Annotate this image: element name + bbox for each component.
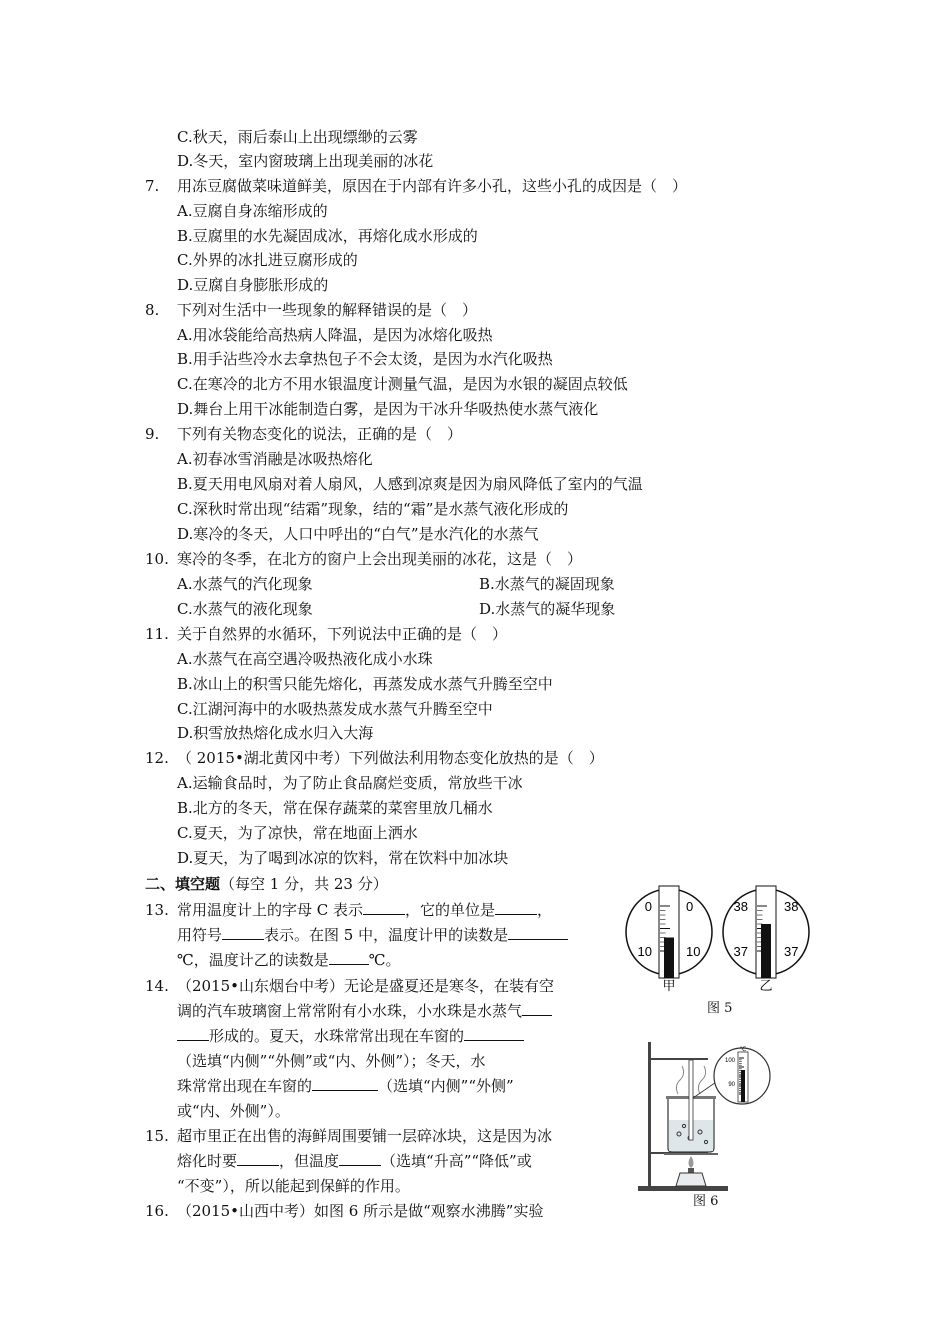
section-2-heading [145,874,388,894]
question-9-stem: 下列有关物态变化的说法，正确的是（ ） [177,425,463,443]
question-11-option-b: B.冰山上的积雪只能先熔化，再蒸发成水蒸气升腾至空中 [177,675,553,693]
question-14-line-4: （选填“内侧”“外侧”或“内、外侧”）；冬天，水 [177,1052,486,1070]
alcohol-lamp [676,1156,706,1186]
question-9-option-a: A.初春冰雪消融是冰吸热熔化 [177,450,373,468]
q15-blank-2[interactable] [339,1151,381,1166]
question-15-line-1: 超市里正在出售的海鲜周围要铺一层碎冰块，这是因为冰 [177,1127,553,1145]
question-7-number: 7. [145,177,160,195]
jia-mercury-column [664,938,674,979]
thermometer-yi [723,886,809,993]
question-8-option-c: C.在寒冷的北方不用水银温度计测量气温，是因为水银的凝固点较低 [177,375,628,393]
jia-top-label-left: 0 [644,899,652,914]
q13-text-2b: 表示。在图 5 中，温度计甲的读数是 [264,926,509,944]
question-10-option-c: C.水蒸气的液化现象 [177,600,313,618]
question-12-option-a: A.运输食品时，为了防止食品腐烂变质，常放些干冰 [177,774,523,792]
question-7-stem: 用冻豆腐做菜味道鲜美，原因在于内部有许多小孔，这些小孔的成因是（ ） [177,177,688,195]
question-11-option-d: D.积雪放热熔化成水归入大海 [177,724,374,742]
question-8-option-b: B.用手沾些冷水去拿热包子不会太烫，是因为水汽化吸热 [177,350,553,368]
section-2-note: （每空 1 分，共 23 分） [220,875,388,893]
q13-text-1b: ，它的单位是 [405,901,496,919]
question-9-number: 9. [145,425,160,443]
question-7-option-d: D.豆腐自身膨胀形成的 [177,276,329,294]
q15-text-2a: 熔化时要 [177,1152,238,1170]
question-16-number: 16. [145,1202,169,1220]
question-10-option-b: B.水蒸气的凝固现象 [479,575,615,593]
question-8-option-a: A.用冰袋能给高热病人降温，是因为冰熔化吸热 [177,326,493,344]
q14-blank-1b[interactable] [177,1026,209,1041]
question-13-number: 13. [145,901,169,919]
q13-text-1c: ， [537,901,553,919]
question-12-number: 12. [145,749,169,767]
yi-bottom-label-left: 37 [733,944,748,959]
yi-mercury-column [761,924,771,978]
question-7-option-a: A.豆腐自身冻缩形成的 [177,202,328,220]
q13-blank-1[interactable] [363,900,405,915]
question-13-line-2 [177,925,568,945]
prev-option-c: C.秋天，雨后泰山上出现缥缈的云雾 [177,128,418,146]
question-14-line-3 [177,1026,524,1046]
q13-text-1a: 常用温度计上的字母 C 表示 [177,901,364,919]
q15-text-2c: （选填“升高”“降低”或 [381,1152,532,1170]
question-7-option-b: B.豆腐里的水先凝固成冰，再熔化成水形成的 [177,227,478,245]
question-10-option-d: D.水蒸气的凝华现象 [479,600,616,618]
q13-blank-5[interactable] [329,950,369,965]
q14-text-2: 调的汽车玻璃窗上常常附有小水珠，小水珠是水蒸气 [177,1002,523,1020]
q13-text-3b: ℃。 [368,951,401,969]
question-9-option-c: C.深秋时常出现“结霜”现象，结的“霜”是水蒸气液化形成的 [177,500,569,518]
q13-blank-2[interactable] [495,900,537,915]
magnified-unit: ℃ [739,1047,747,1053]
question-14-line-6: 或“内、外侧”）。 [177,1102,290,1120]
figure-6-caption: 图 6 [693,1194,719,1209]
figure-6-boiling-apparatus [634,1038,774,1193]
question-11-number: 11. [145,625,169,643]
wire-gauze [664,1153,718,1155]
jia-bottom-label-left: 10 [637,944,652,959]
magnified-mercury-column [741,1070,745,1102]
question-9-option-d: D.寒冷的冬天，人口中呼出的“白气”是水汽化的水蒸气 [177,525,539,543]
question-10-number: 10. [145,550,169,568]
thermometer-jia [626,886,712,993]
q14-blank-3[interactable] [312,1076,378,1091]
question-9-option-b: B.夏天用电风扇对着人扇风，人感到凉爽是因为扇风降低了室内的气温 [177,475,643,493]
q13-blank-4[interactable] [508,925,568,940]
jia-label: 甲 [662,978,676,993]
question-12-stem: （ 2015•湖北黄冈中考）下列做法利用物态变化放热的是（ ） [177,749,604,767]
jia-top-label-right: 0 [686,899,694,914]
yi-label: 乙 [759,978,773,993]
question-8-option-d: D.舞台上用干冰能制造白雾，是因为干冰升华吸热使水蒸气液化 [177,400,599,418]
question-15-line-3: “不变”），所以能起到保鲜的作用。 [177,1177,410,1195]
question-15-number: 15. [145,1127,169,1145]
question-11-stem: 关于自然界的水循环，下列说法中正确的是（ ） [177,625,508,643]
question-14-line-5 [177,1076,514,1096]
question-10-stem: 寒冷的冬季，在北方的窗户上会出现美丽的冰花，这是（ ） [177,550,583,568]
yi-top-label-right: 38 [784,899,799,914]
iron-stand-rod [648,1042,651,1188]
prev-option-d: D.冬天，室内窗玻璃上出现美丽的冰花 [177,152,434,170]
section-2-title: 二、填空题 [145,875,221,893]
question-8-number: 8. [145,301,160,319]
q14-blank-1a[interactable] [522,1001,552,1016]
question-12-option-b: B.北方的冬天，常在保存蔬菜的菜窖里放几桶水 [177,799,493,817]
question-11-option-a: A.水蒸气在高空遇冷吸热液化成小水珠 [177,650,433,668]
figure-5-thermometers [622,880,822,995]
yi-top-label-left: 38 [733,899,748,914]
q14-blank-2[interactable] [464,1026,524,1041]
q14-text-3a: 形成的。夏天，水珠常常出现在车窗的 [209,1027,465,1045]
steam [676,1066,683,1094]
question-15-line-2 [177,1151,532,1171]
q15-text-2b: ，但温度 [279,1152,340,1170]
question-10-option-a: A.水蒸气的汽化现象 [177,575,313,593]
magnified-label-100: 100 [724,1058,735,1064]
yi-bottom-label-right: 37 [784,944,799,959]
question-14-number: 14. [145,977,169,995]
q13-text-2a: 用符号 [177,926,223,944]
magnified-label-90: 90 [728,1082,735,1088]
q14-text-5a: 珠常常出现在车窗的 [177,1077,313,1095]
question-7-option-c: C.外界的冰扎进豆腐形成的 [177,251,358,269]
q15-blank-1[interactable] [237,1151,279,1166]
clamp-arm [648,1058,708,1060]
q13-blank-3[interactable] [222,925,264,940]
question-14-line-2 [177,1001,552,1021]
question-8-stem: 下列对生活中一些现象的解释错误的是（ ） [177,301,478,319]
q14-text-5b: （选填“内侧”“外侧” [378,1077,514,1095]
question-13-line-3 [177,950,401,970]
question-12-option-d: D.夏天，为了喝到冰凉的饮料，常在饮料中加冰块 [177,849,509,867]
question-16-line-1: （2015•山西中考）如图 6 所示是做“观察水沸腾”实验 [177,1202,544,1220]
jia-bottom-label-right: 10 [686,944,701,959]
thermometer-in-beaker [689,1060,693,1140]
question-14-line-1: （2015•山东烟台中考）无论是盛夏还是寒冬，在装有空 [177,977,555,995]
question-13-line-1 [177,900,552,920]
figure-5-caption: 图 5 [707,1001,733,1016]
q13-text-3a: ℃，温度计乙的读数是 [177,951,329,969]
question-12-option-c: C.夏天，为了凉快，常在地面上洒水 [177,824,418,842]
question-11-option-c: C.江湖河海中的水吸热蒸发成水蒸气升腾至空中 [177,700,493,718]
